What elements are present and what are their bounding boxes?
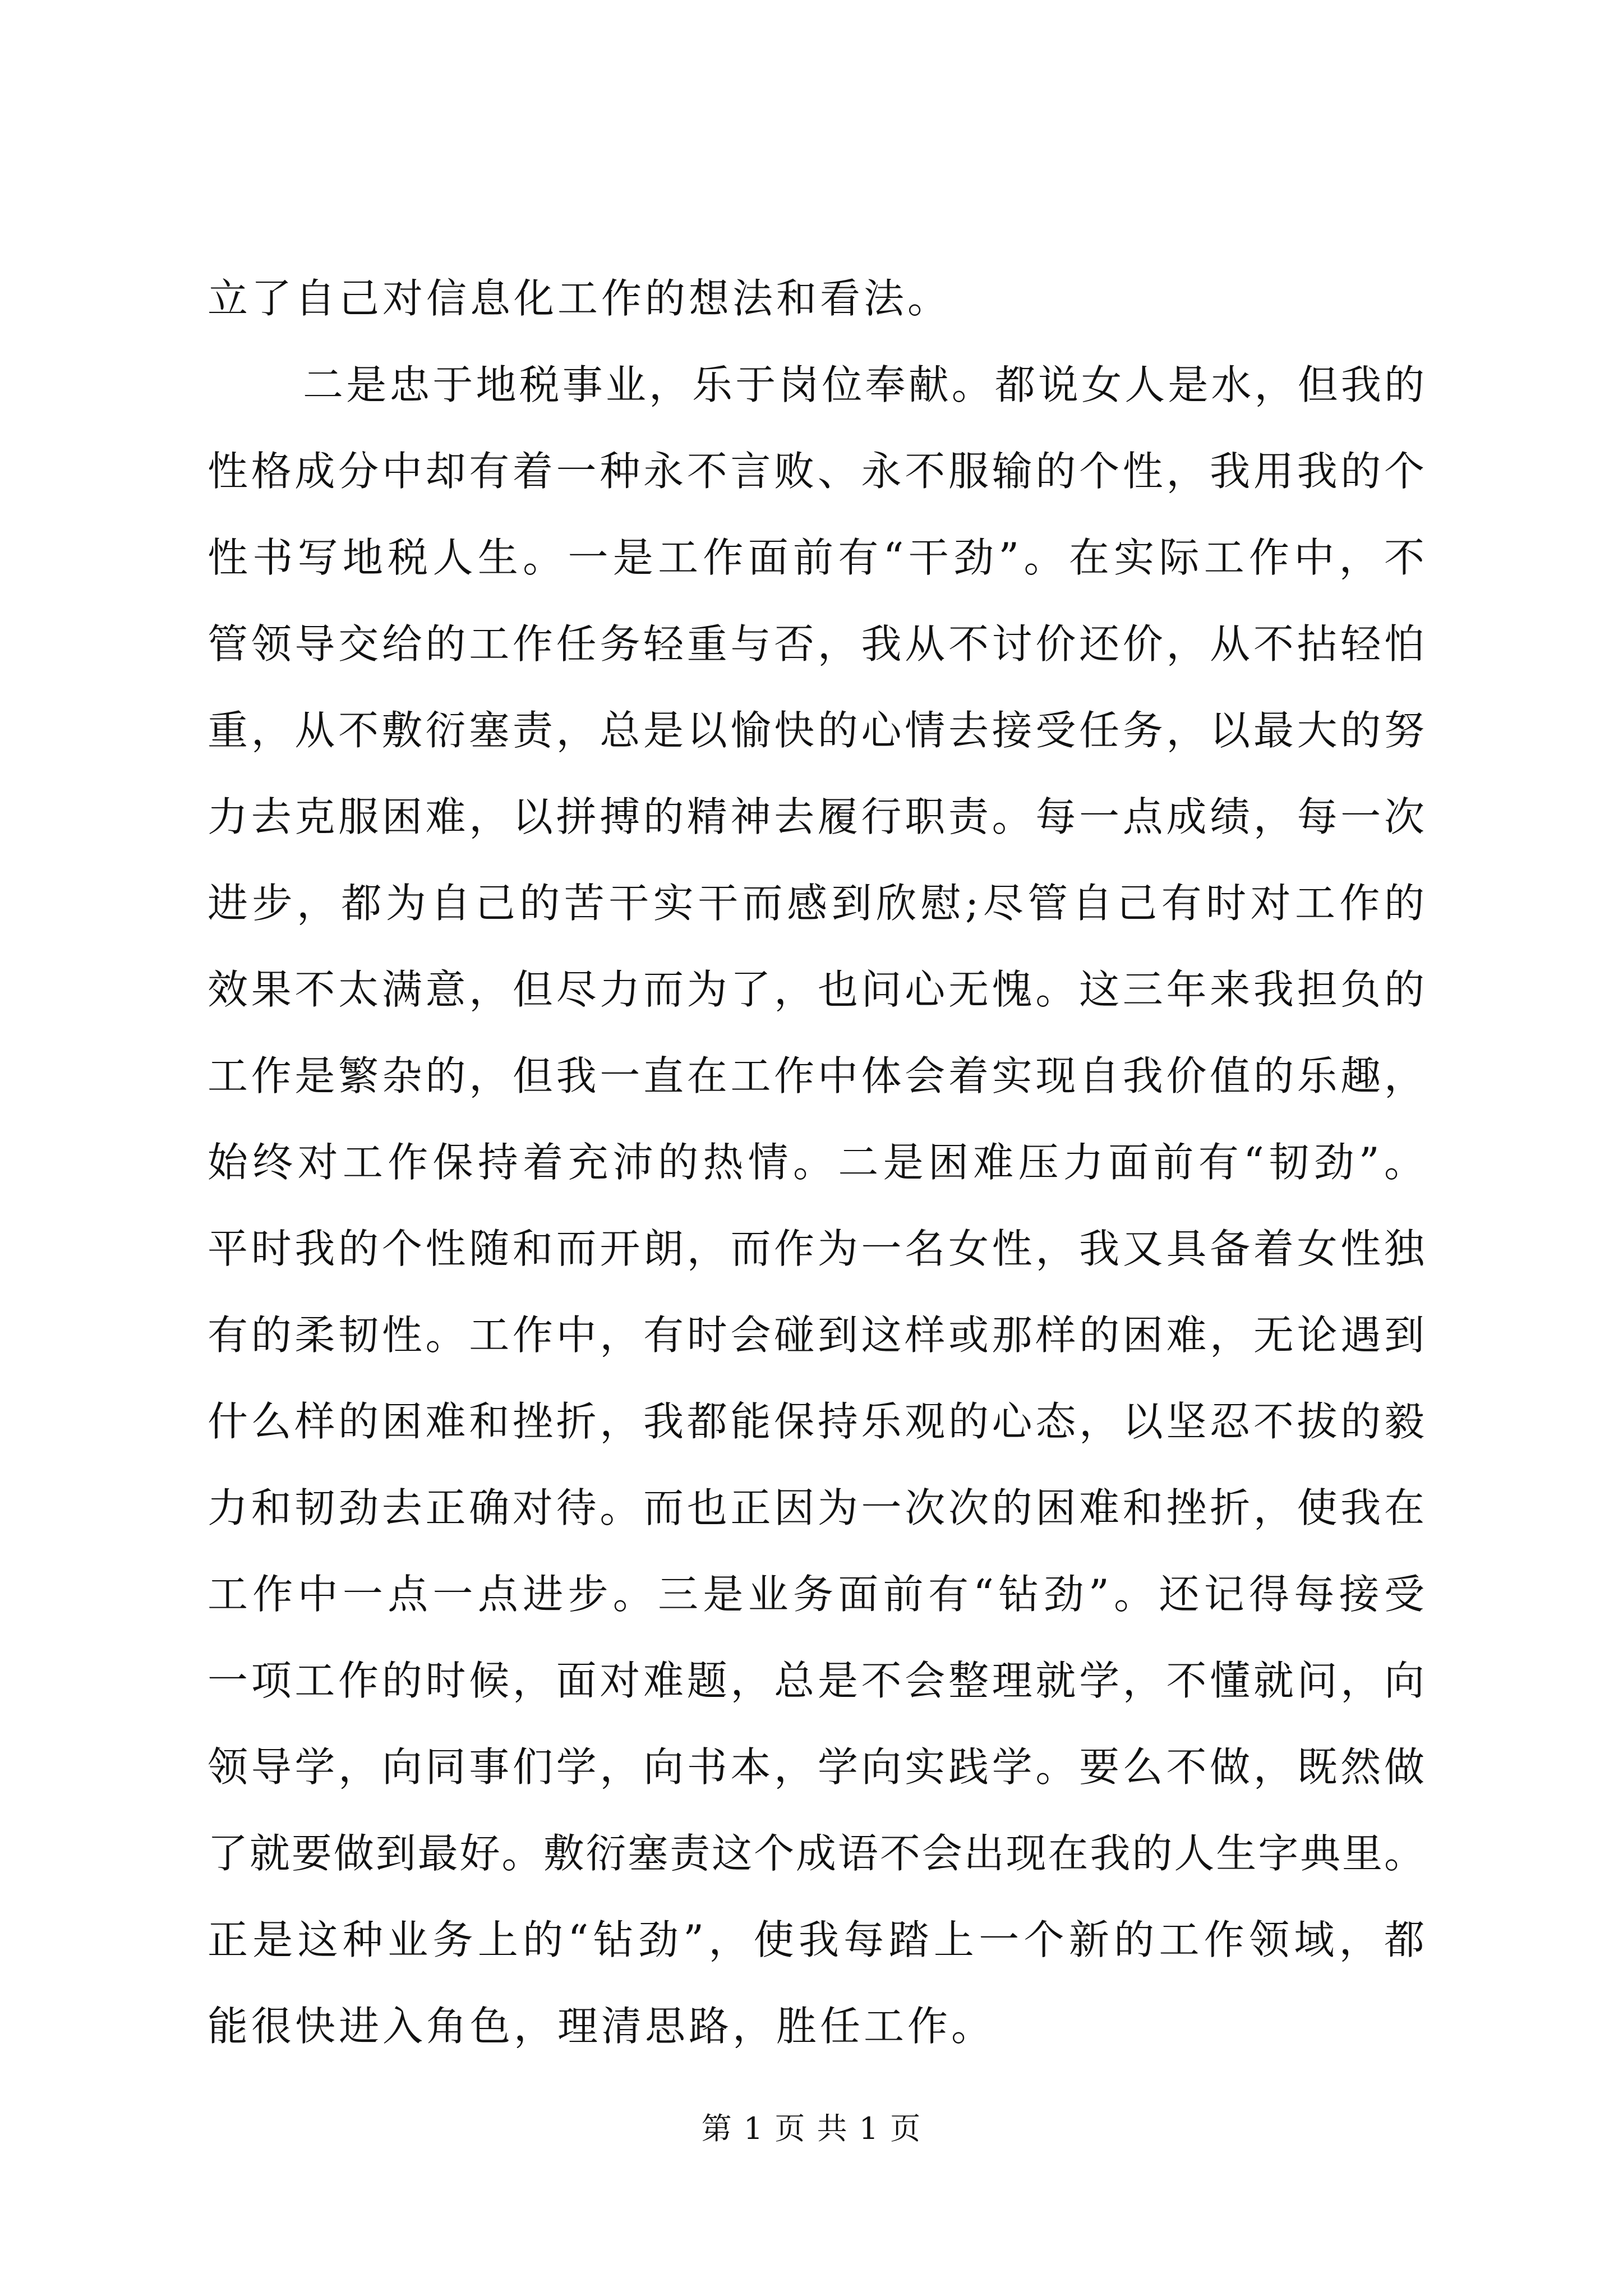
text-line: 领导学，向同事们学，向书本，学向实践学。要么不做，既然做 [208, 1743, 1424, 1791]
text-line: 平时我的个性随和而开朗，而作为一名女性，我又具备着女性独 [208, 1225, 1424, 1272]
text-line: 进步，都为自己的苦干实干而感到欣慰;尽管自己有时对工作的 [208, 880, 1424, 927]
text-line: 性书写地税人生。一是工作面前有“干劲”。在实际工作中，不 [208, 534, 1424, 581]
text-line: 工作中一点一点进步。三是业务面前有“钻劲”。还记得每接受 [208, 1571, 1424, 1618]
text-line: 效果不太满意，但尽力而为了，也问心无愧。这三年来我担负的 [208, 966, 1424, 1013]
text-line: 能很快进入角色，理清思路，胜任工作。 [208, 2003, 995, 2050]
text-line: 力去克服困难，以拼搏的精神去履行职责。每一点成绩，每一次 [208, 793, 1424, 840]
text-line: 性格成分中却有着一种永不言败、永不服输的个性，我用我的个 [208, 448, 1424, 495]
paragraph-first-line: 二是忠于地税事业，乐于岗位奉献。都说女人是水，但我的 [303, 361, 1424, 408]
text-line: 管领导交给的工作任务轻重与否，我从不讨价还价，从不拈轻怕 [208, 620, 1424, 668]
text-line: 有的柔韧性。工作中，有时会碰到这样或那样的困难，无论遇到 [208, 1312, 1424, 1359]
text-line: 立了自己对信息化工作的想法和看法。 [208, 275, 952, 322]
document-body [208, 255, 1424, 2069]
text-line: 工作是繁杂的，但我一直在工作中体会着实现自我价值的乐趣， [208, 1052, 1424, 1099]
text-line: 重，从不敷衍塞责，总是以愉快的心情去接受任务，以最大的努 [208, 707, 1424, 754]
text-line: 力和韧劲去正确对待。而也正因为一次次的困难和挫折，使我在 [208, 1484, 1424, 1531]
text-line: 正是这种业务上的“钻劲”，使我每踏上一个新的工作领域，都 [208, 1916, 1424, 1963]
page-number-footer: 第 1 页 共 1 页 [701, 2111, 922, 2146]
text-line: 一项工作的时候，面对难题，总是不会整理就学，不懂就问，向 [208, 1657, 1424, 1704]
text-line: 始终对工作保持着充沛的热情。二是困难压力面前有“韧劲”。 [208, 1139, 1424, 1186]
text-line: 什么样的困难和挫折，我都能保持乐观的心态，以坚忍不拔的毅 [208, 1398, 1424, 1445]
text-line: 了就要做到最好。敷衍塞责这个成语不会出现在我的人生字典里。 [208, 1830, 1424, 1877]
